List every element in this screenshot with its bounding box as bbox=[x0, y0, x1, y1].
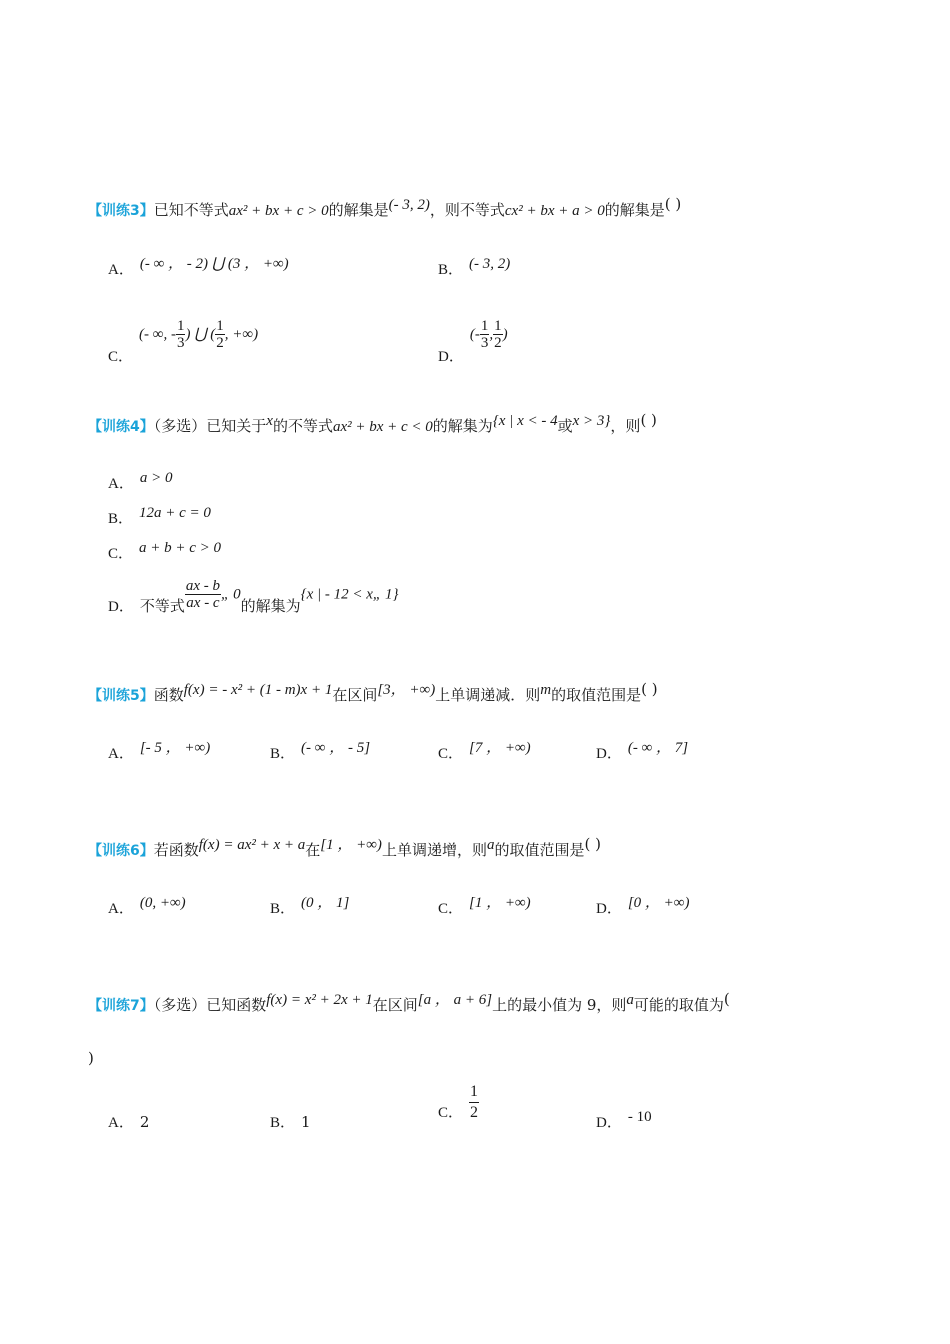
function-expr: f(x) = x² + 2x + 1 bbox=[266, 992, 373, 1008]
option-label: D． bbox=[108, 598, 134, 615]
function-expr: f(x) = - x² + (1 - m)x + 1 bbox=[183, 682, 333, 698]
option-d[interactable] bbox=[438, 318, 508, 365]
option-value: [0 ， +∞) bbox=[627, 895, 690, 911]
option-label: B． bbox=[108, 511, 134, 527]
question-tag: 【训练4】 bbox=[88, 419, 154, 435]
question-text: 若函数 bbox=[153, 841, 199, 859]
question-text: ，则 bbox=[610, 417, 641, 435]
answer-paren-open: ( bbox=[723, 990, 730, 1008]
option-label: D． bbox=[596, 1115, 622, 1131]
inequality: ax² + bx + c > 0 bbox=[228, 203, 329, 219]
option-b[interactable] bbox=[270, 897, 349, 918]
option-a[interactable] bbox=[108, 742, 210, 763]
answer-paren: ( ) bbox=[664, 195, 682, 213]
variable: a bbox=[486, 837, 495, 853]
option-value: a + b + c > 0 bbox=[139, 540, 222, 556]
variable: x bbox=[266, 413, 273, 429]
option-c[interactable] bbox=[438, 1082, 479, 1123]
option-label: A． bbox=[108, 476, 134, 492]
option-value: (- ∞, - bbox=[139, 326, 176, 343]
question-text: 函数 bbox=[153, 686, 184, 704]
option-label: C． bbox=[438, 901, 464, 917]
option-label: C． bbox=[438, 1104, 464, 1121]
option-value: 1 bbox=[301, 1113, 311, 1131]
fraction: $\frac{ax - b}{ax - c}$ bbox=[185, 578, 221, 611]
answer-paren: ( ) bbox=[641, 680, 658, 698]
option-label: B． bbox=[438, 262, 464, 278]
question-tag: 【训练5】 bbox=[88, 688, 154, 704]
option-c[interactable] bbox=[108, 318, 259, 365]
option-value: a > 0 bbox=[139, 470, 173, 486]
option-d[interactable] bbox=[596, 1111, 652, 1132]
fraction: $\frac{1}{2}$ bbox=[494, 318, 502, 351]
option-value: (0 ， 1] bbox=[301, 895, 350, 911]
question-text: 的不等式 bbox=[272, 417, 333, 435]
answer-paren: ( ) bbox=[584, 835, 601, 853]
solution-set: (- 3, 2) bbox=[388, 197, 430, 213]
option-value: - 10 bbox=[627, 1109, 652, 1125]
option-value: (- ∞ ， 7] bbox=[627, 740, 689, 756]
option-value: [1 ， +∞) bbox=[469, 895, 531, 911]
question-text: 的解集为 bbox=[432, 417, 493, 435]
option-label: D． bbox=[596, 901, 622, 917]
solution-set: {x | x < - 4 bbox=[492, 413, 558, 429]
variable: m bbox=[540, 682, 552, 698]
option-label: A． bbox=[108, 1115, 134, 1131]
question-tag: 【训练6】 bbox=[88, 843, 154, 859]
option-c[interactable] bbox=[438, 897, 531, 918]
answer-paren-close: ) bbox=[88, 1049, 94, 1067]
option-label: B． bbox=[270, 746, 296, 762]
option-label: B． bbox=[270, 1115, 296, 1131]
option-text: 的解集为 bbox=[240, 596, 301, 615]
option-label: A． bbox=[108, 262, 134, 278]
option-d[interactable] bbox=[596, 897, 690, 918]
question-tag: 【训练3】 bbox=[88, 203, 154, 219]
question-text: 或 bbox=[557, 417, 573, 435]
question-tag: 【训练7】 bbox=[88, 998, 154, 1014]
option-a[interactable] bbox=[108, 472, 172, 493]
question-text: 的取值范围是 bbox=[551, 686, 642, 704]
option-d[interactable] bbox=[108, 578, 399, 615]
interval: [1 ， +∞) bbox=[320, 837, 382, 853]
fraction: $\frac{1}{2}$ bbox=[216, 318, 224, 351]
question-7-continuation bbox=[88, 1046, 850, 1070]
question-text: （多选）已知函数 bbox=[153, 996, 267, 1014]
question-text: 上的最小值为 9，则 bbox=[492, 996, 627, 1014]
option-value: [7 ， +∞) bbox=[469, 740, 531, 756]
option-label: C． bbox=[108, 348, 134, 365]
option-value: (- ∞ ， - 2) ⋃ (3 ， +∞) bbox=[139, 256, 289, 272]
question-text: （多选）已知关于 bbox=[153, 417, 267, 435]
option-value: 12a + c = 0 bbox=[139, 505, 211, 521]
solution-set: x > 3} bbox=[572, 413, 611, 429]
question-text: ，则不等式 bbox=[429, 201, 505, 219]
question-text: 的取值范围是 bbox=[494, 841, 585, 859]
option-label: D． bbox=[596, 746, 622, 762]
fraction: $\frac{1}{3}$ bbox=[480, 318, 489, 351]
option-c[interactable] bbox=[438, 742, 531, 763]
option-value: ) bbox=[502, 326, 508, 343]
option-value: ) ⋃ ( bbox=[185, 326, 216, 343]
option-value: [- 5 ， +∞) bbox=[139, 740, 211, 756]
option-label: D． bbox=[438, 348, 464, 365]
option-value: (- bbox=[469, 326, 480, 343]
question-6 bbox=[88, 835, 850, 863]
option-d[interactable] bbox=[596, 742, 688, 763]
answer-paren: ( ) bbox=[640, 411, 657, 429]
option-value: (- ∞ ， - 5] bbox=[301, 740, 371, 756]
question-text: 上单调递减．则 bbox=[435, 686, 541, 704]
option-b[interactable] bbox=[438, 258, 510, 279]
question-3 bbox=[88, 195, 850, 223]
option-b[interactable] bbox=[108, 507, 211, 528]
option-value: „ 0 bbox=[221, 586, 241, 603]
solution-set: {x | - 12 < x„ 1} bbox=[300, 586, 399, 603]
option-value: 2 bbox=[139, 1113, 150, 1131]
question-text: 在区间 bbox=[372, 996, 418, 1014]
fraction: $\frac{1}{2}$ bbox=[470, 1083, 479, 1121]
question-text: 在区间 bbox=[332, 686, 378, 704]
option-label: A． bbox=[108, 746, 134, 762]
option-label: C． bbox=[438, 746, 464, 762]
question-text: 的解集是 bbox=[328, 201, 389, 219]
option-value: (- 3, 2) bbox=[469, 256, 511, 272]
option-a[interactable] bbox=[108, 897, 186, 918]
option-c[interactable] bbox=[108, 542, 221, 563]
question-text: 在 bbox=[305, 841, 321, 859]
question-text: 可能的取值为 bbox=[633, 996, 724, 1014]
inequality: ax² + bx + c < 0 bbox=[332, 419, 433, 435]
option-label: C． bbox=[108, 546, 134, 562]
question-4 bbox=[88, 411, 850, 439]
question-text: 的解集是 bbox=[604, 201, 665, 219]
variable: a bbox=[626, 992, 634, 1008]
interval: [a ， a + 6] bbox=[417, 992, 493, 1008]
question-text: 上单调递增，则 bbox=[381, 841, 487, 859]
fraction: $\frac{1}{3}$ bbox=[176, 318, 185, 351]
option-value: (0, +∞) bbox=[139, 895, 186, 911]
inequality: cx² + bx + a > 0 bbox=[504, 203, 605, 219]
question-5 bbox=[88, 680, 850, 708]
question-7 bbox=[88, 990, 850, 1018]
option-label: A． bbox=[108, 901, 134, 917]
option-value: , bbox=[489, 326, 494, 343]
option-value: , +∞) bbox=[224, 326, 259, 343]
option-b[interactable] bbox=[270, 742, 370, 763]
function-expr: f(x) = ax² + x + a bbox=[198, 837, 306, 853]
option-label: B． bbox=[270, 901, 296, 917]
interval: [3， +∞) bbox=[377, 682, 436, 698]
option-a[interactable] bbox=[108, 258, 289, 279]
option-text: 不等式 bbox=[139, 596, 185, 615]
question-text: 已知不等式 bbox=[153, 201, 229, 219]
option-a[interactable] bbox=[108, 1111, 149, 1132]
option-b[interactable] bbox=[270, 1111, 311, 1132]
